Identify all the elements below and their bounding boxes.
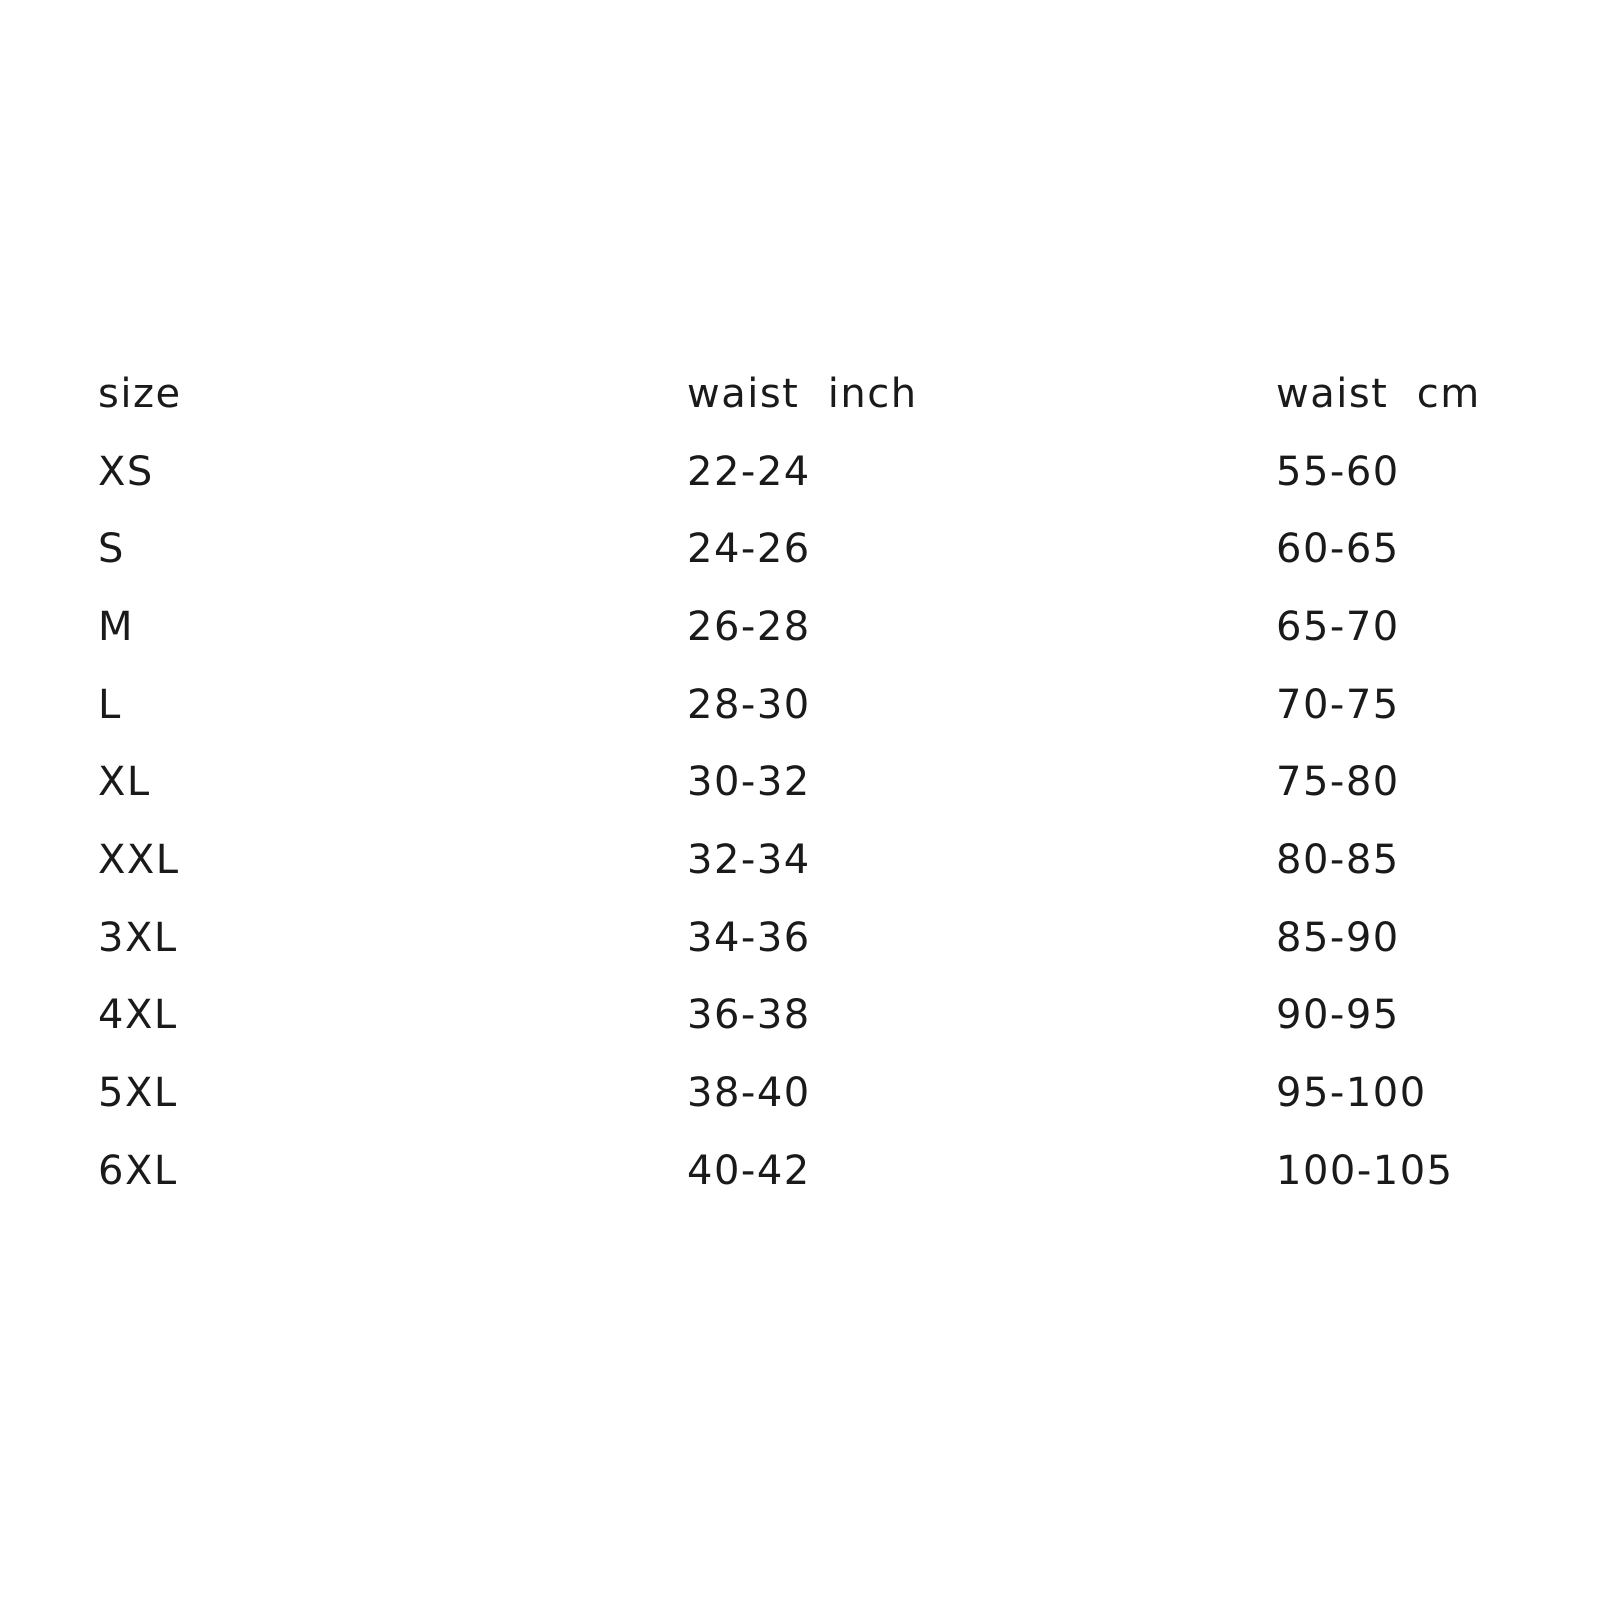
- table-row: [98, 1054, 1518, 1132]
- table-row: [98, 899, 1518, 977]
- size-cell: S: [98, 526, 125, 573]
- waist-cm-cell: 85-90: [1276, 914, 1400, 961]
- size-cell: L: [98, 681, 122, 728]
- size-cell: XXL: [98, 836, 180, 883]
- waist-inch-cell: 24-26: [687, 526, 811, 573]
- waist-cm-cell: 65-70: [1276, 603, 1400, 650]
- waist-cm-cell: 75-80: [1276, 759, 1400, 806]
- waist-cm-cell: 100-105: [1276, 1147, 1454, 1194]
- header-waist-cm: waist cm: [1276, 370, 1481, 417]
- waist-cm-cell: 70-75: [1276, 681, 1400, 728]
- table-row: [98, 743, 1518, 821]
- size-cell: XS: [98, 448, 154, 495]
- header-waist-inch: waist inch: [687, 370, 918, 417]
- table-row: [98, 1132, 1518, 1210]
- waist-cm-cell: 95-100: [1276, 1070, 1427, 1117]
- size-cell: M: [98, 603, 135, 650]
- table-row: [98, 588, 1518, 666]
- waist-inch-cell: 26-28: [687, 603, 811, 650]
- waist-cm-cell: 80-85: [1276, 836, 1400, 883]
- size-cell: 6XL: [98, 1147, 178, 1194]
- size-cell: XL: [98, 759, 151, 806]
- waist-inch-cell: 30-32: [687, 759, 811, 806]
- waist-cm-cell: 90-95: [1276, 992, 1400, 1039]
- table-row: [98, 666, 1518, 744]
- waist-inch-cell: 32-34: [687, 836, 811, 883]
- table-row: [98, 433, 1518, 511]
- table-row: [98, 977, 1518, 1055]
- size-cell: 3XL: [98, 914, 178, 961]
- waist-inch-cell: 38-40: [687, 1070, 811, 1117]
- size-cell: 4XL: [98, 992, 178, 1039]
- header-size: size: [98, 370, 182, 417]
- waist-cm-cell: 55-60: [1276, 448, 1400, 495]
- waist-inch-cell: 40-42: [687, 1147, 811, 1194]
- size-chart-table: [98, 355, 1518, 1210]
- waist-inch-cell: 28-30: [687, 681, 811, 728]
- waist-cm-cell: 60-65: [1276, 526, 1400, 573]
- waist-inch-cell: 36-38: [687, 992, 811, 1039]
- waist-inch-cell: 34-36: [687, 914, 811, 961]
- table-row: [98, 821, 1518, 899]
- table-row: [98, 510, 1518, 588]
- size-cell: 5XL: [98, 1070, 178, 1117]
- header-row: [98, 355, 1518, 433]
- waist-inch-cell: 22-24: [687, 448, 811, 495]
